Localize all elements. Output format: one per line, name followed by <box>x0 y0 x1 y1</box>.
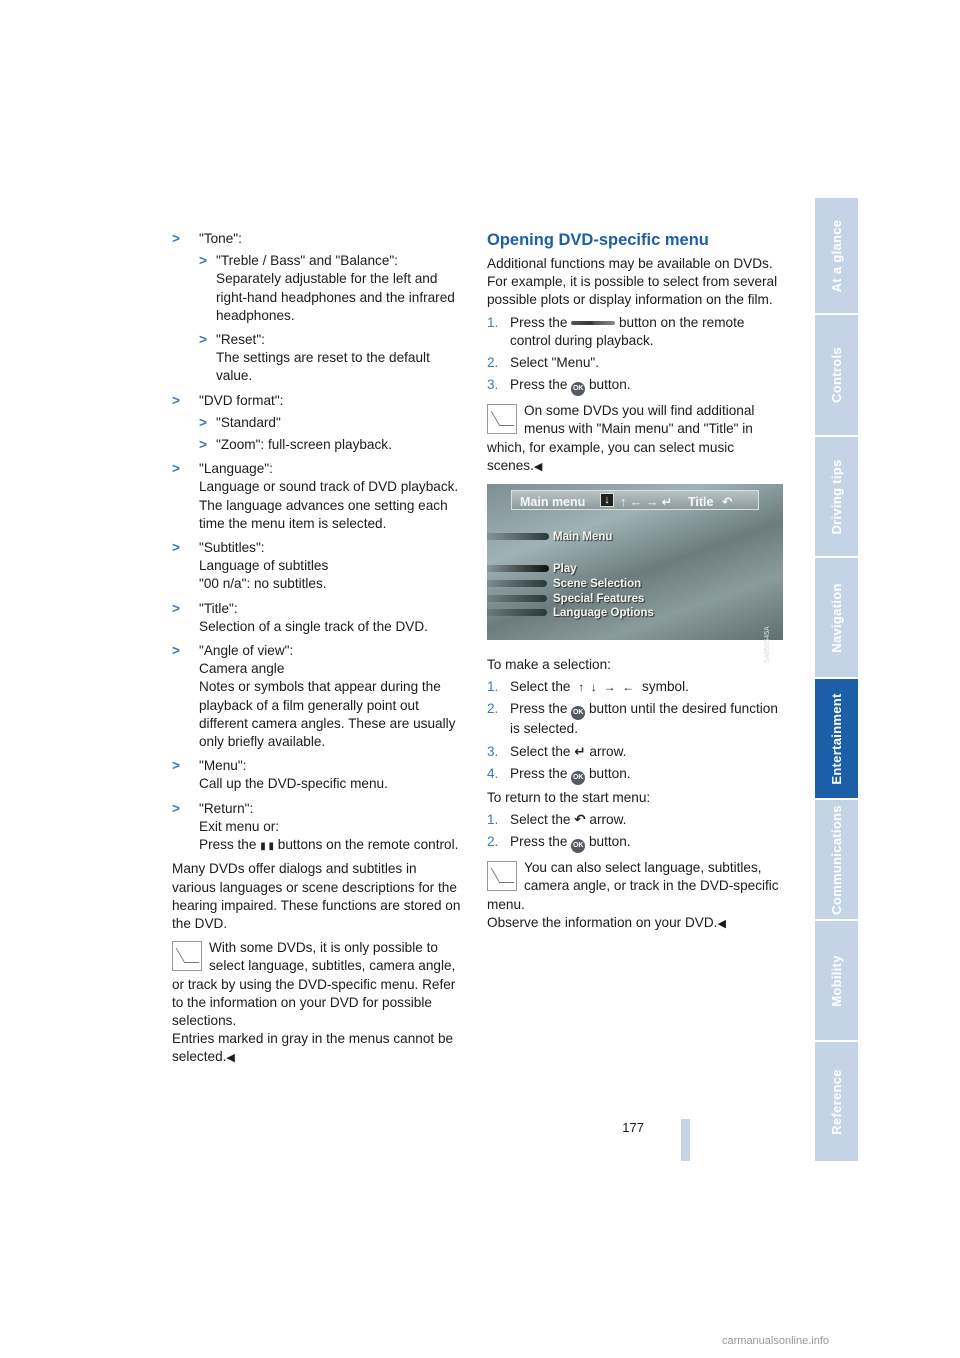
list-item-subtitles: > "Subtitles": Language of subtitles "00 n/a": no subtitles. <box>172 540 329 592</box>
menu-button-icon <box>571 318 615 328</box>
dvd-menu-bar: Main menu ↓ ↑ ← → ↵ Title ↶ <box>511 490 759 510</box>
footer-watermark: carmanualsonline.info <box>722 1335 830 1347</box>
return-start-label: To return to the start menu: <box>487 789 651 805</box>
arrow-symbols-icon: ↑ ← → ↵ <box>620 495 673 510</box>
list-item-reset: > "Reset": The settings are reset to the default value. <box>199 332 430 384</box>
make-selection-label: To make a selection: <box>487 657 611 673</box>
dvd-menu-screenshot <box>487 484 783 664</box>
ok-button-icon: OK <box>571 771 585 785</box>
tab-reference[interactable]: Reference <box>815 1042 858 1161</box>
list-item-treble-bass: > "Treble / Bass" and "Balance": Separately adjustable for the left and right-hand headphones and the infrared headphones. <box>199 253 455 323</box>
image-code: SA050545A <box>763 626 771 664</box>
note-icon <box>487 861 517 891</box>
ok-button-icon: OK <box>571 706 585 720</box>
left-column <box>172 230 464 1072</box>
note-dvd-menu: With some DVDs, it is only possible to select language, subtitles, camera angle, or track by using the DVD-specific menu. Refer to the information on your DVD for possible selections. Entries marked in gray in the menus cannot be selected.◀ <box>172 940 456 1065</box>
list-item-title: > "Title": Selection of a single track of the DVD. <box>172 600 428 634</box>
page-number-bar <box>681 1119 690 1161</box>
tab-controls[interactable]: Controls <box>815 315 858 435</box>
forward-back-buttons-icon: ▮ ▮ <box>260 841 274 853</box>
dvd-menu-item: Main Menu <box>487 529 687 543</box>
right-column <box>487 230 783 937</box>
list-item-menu: > "Menu": Call up the DVD-specific menu. <box>172 758 388 792</box>
page-number: 177 <box>622 1120 644 1135</box>
note-icon <box>172 941 202 971</box>
end-mark-icon: ◀ <box>717 917 726 930</box>
return-step-2: 2. Press the OK button. <box>487 833 783 853</box>
dvd-menu-item: Language Options <box>487 605 687 619</box>
ok-button-icon: OK <box>571 382 585 396</box>
return-step-1: 1. Select the ↶ arrow. <box>487 811 783 829</box>
dvd-menu-item: Play <box>487 561 687 575</box>
end-mark-icon: ◀ <box>533 460 543 473</box>
section-heading: Opening DVD-specific menu <box>487 231 709 249</box>
tab-entertainment[interactable]: Entertainment <box>815 679 858 798</box>
return-arrow-icon: ↶ <box>574 812 586 828</box>
tab-navigation[interactable]: Navigation <box>815 558 858 677</box>
list-item-zoom: > "Zoom": full-screen playback. <box>199 437 392 453</box>
down-arrow-icon: ↓ <box>600 493 614 507</box>
direction-arrows-icon: ↑ ↓ → ← <box>578 680 635 695</box>
step-2: 2. Select "Menu". <box>487 355 599 371</box>
end-mark-icon: ◀ <box>226 1052 235 1065</box>
note-additional-menus: On some DVDs you will find additional menus with "Main menu" and "Title" in which, for example, you can select music scenes.◀ <box>487 403 755 473</box>
selection-step-4: 4. Press the OK button. <box>487 765 783 785</box>
tab-driving-tips[interactable]: Driving tips <box>815 437 858 556</box>
tab-at-a-glance[interactable]: At a glance <box>815 198 858 313</box>
dvd-menu-item: Scene Selection <box>487 576 687 590</box>
intro-paragraph: Additional functions may be available on DVDs. For example, it is possible to select from several possible plots or display information on the film. <box>487 256 778 308</box>
enter-arrow-icon: ↵ <box>574 743 586 759</box>
section-tabs <box>815 198 858 1163</box>
note-icon <box>487 404 517 434</box>
selection-step-1: 1. Select the ↑ ↓ → ← symbol. <box>487 678 783 696</box>
tab-communications[interactable]: Communications <box>815 800 858 919</box>
list-item-angle: > "Angle of view": Camera angle Notes or symbols that appear during the playback of a film generally point out different camera angles. These are usually only briefly available. <box>172 643 456 750</box>
selection-step-3: 3. Select the ↵ arrow. <box>487 743 783 761</box>
list-item-standard: > "Standard" <box>199 414 281 430</box>
note-language-select: You can also select language, subtitles, camera angle, or track in the DVD-specific menu. Observe the information on your DVD.◀ <box>487 860 779 930</box>
tab-mobility[interactable]: Mobility <box>815 921 858 1040</box>
step-3: 3. Press the OK button. <box>487 376 783 396</box>
paragraph-dialogs: Many DVDs offer dialogs and subtitles in various languages or scene descriptions for the hearing impaired. These functions are stored on the DVD. <box>172 861 461 931</box>
ok-button-icon: OK <box>571 839 585 853</box>
list-item-tone: > "Tone": > "Treble / Bass" and "Balance": Separately adjustable for the left and right-hand headphones and the infrared headphones. > "Reset": The settings are reset to the default value. <box>172 230 464 386</box>
list-item-dvd-format: > "DVD format": > "Standard" > "Zoom": full-screen playback. <box>172 392 464 455</box>
list-item-language: > "Language": Language or sound track of DVD playback. The language advances one setting each time the menu item is selected. <box>172 461 459 531</box>
step-1: 1. Press the button on the remote control during playback. <box>487 314 745 348</box>
return-arrow-icon: ↶ <box>722 495 733 510</box>
dvd-menu-item: Special Features <box>487 591 687 605</box>
selection-step-2: 2. Press the OK button until the desired function is selected. <box>487 701 778 737</box>
list-item-return: > "Return": Exit menu or: Press the ▮ ▮ buttons on the remote control. <box>172 800 464 857</box>
